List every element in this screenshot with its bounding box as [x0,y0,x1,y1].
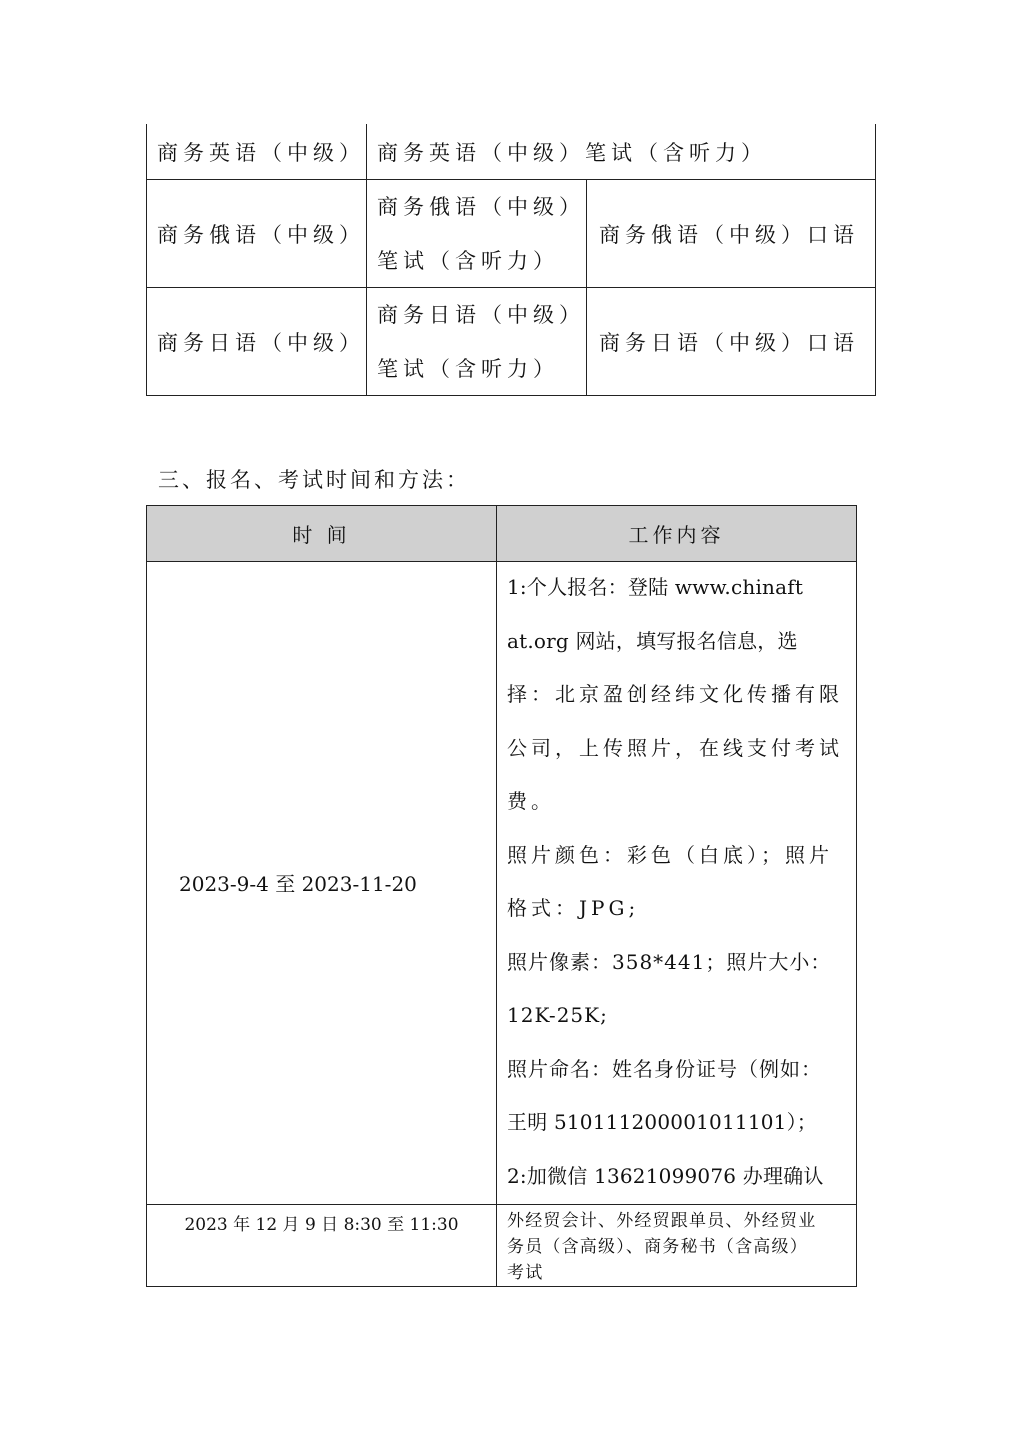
exam-datetime: 2023 年 12 月 9 日 8:30 至 11:30 [147,1204,497,1286]
header-work: 工作内容 [628,523,725,547]
subject-level-cell [147,288,367,395]
subject-level-cell [147,180,367,287]
oral-exam: 商务俄语（中级）口语 [599,222,859,247]
oral-exam: 商务日语（中级）口语 [599,330,859,355]
detail-line: 王明 510111200001011101）； [507,1110,818,1134]
detail-line: 费。 [507,789,555,813]
written-exam-cell [367,180,587,287]
written-exam: 商务英语（中级）笔试（含听力） [377,140,767,165]
header-time: 时 间 [147,506,497,561]
written-exam-cell [367,124,875,179]
registration-details [497,561,856,1204]
written-exam-line: 笔试（含听力） [377,356,559,381]
table-row [147,288,875,395]
detail-line: 照片命名：姓名身份证号（例如： [507,1056,822,1081]
exam-subjects-table [146,124,876,396]
detail-line: 格式：JPG; [507,896,640,920]
table-row [147,180,875,288]
table-header [147,506,856,562]
oral-exam-cell [587,288,875,395]
exam-subjects-line: 外经贸会计、外经贸跟单员、外经贸业 [507,1211,817,1231]
detail-line: 照片像素：358*441；照片大小： [507,949,832,974]
detail-line: at.org 网站，填写报名信息，选 [507,628,798,653]
table-row [147,124,875,180]
written-exam-cell [367,288,587,395]
written-exam-line: 商务日语（中级） [377,302,585,327]
table-row [147,1204,856,1286]
registration-period: 2023-9-4 至 2023-11-20 [147,561,497,1204]
section-title: 三、报名、考试时间和方法： [158,468,470,492]
subject-level: 商务俄语（中级） [157,222,365,247]
subject-level: 商务英语（中级） [157,140,365,165]
detail-line: 2:加微信 13621099076 办理确认 [507,1163,824,1188]
exam-subjects-line: 考试 [507,1263,544,1283]
schedule-table [146,505,857,1287]
written-exam-line: 笔试（含听力） [377,248,559,273]
detail-line: 12K-25K; [507,1003,608,1027]
subject-level-cell [147,124,367,179]
detail-line: 公司，上传照片，在线支付考试 [507,735,843,760]
subject-level: 商务日语（中级） [157,330,365,355]
oral-exam-cell [587,180,875,287]
detail-line: 1:个人报名：登陆 www.chinaft [507,575,804,599]
exam-subjects-line: 务员（含高级）、商务秘书（含高级） [507,1237,808,1257]
detail-line: 择：北京盈创经纬文化传播有限 [507,682,843,706]
detail-line: 照片颜色：彩色（白底）；照片 [507,842,833,867]
exam-subjects [497,1204,856,1286]
written-exam-line: 商务俄语（中级） [377,194,585,219]
table-row [147,561,856,1205]
